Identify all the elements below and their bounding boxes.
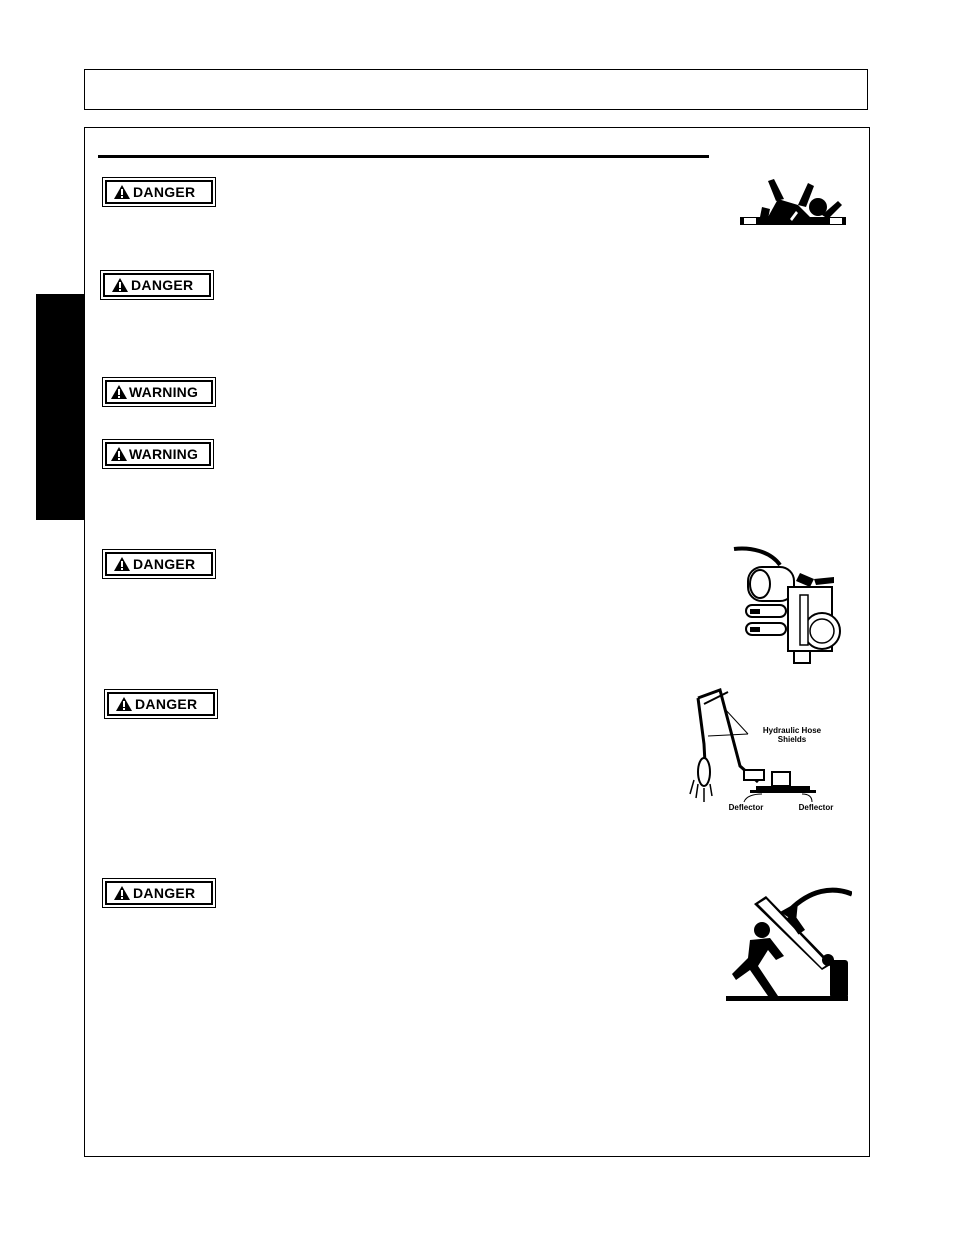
hose-shields-callout-line-1: Hydraulic Hose [762,726,822,735]
alert-triangle-icon [110,384,128,400]
danger-label-3 [102,549,216,579]
alert-triangle-icon [113,556,131,572]
warning-label-2 [102,439,214,469]
page-header-box [84,69,868,110]
deflector-right-label: Deflector [798,803,834,812]
label-text: DANGER [131,277,194,293]
alert-triangle-icon [115,696,133,712]
alert-triangle-icon [110,446,128,462]
danger-label-4 [104,689,218,719]
danger-label-1 [102,177,216,207]
label-text: DANGER [133,556,196,572]
section-side-tab[interactable] [36,294,84,520]
section-heading-rule [98,155,709,158]
danger-label-2 [100,270,214,300]
hose-shields-callout [742,726,842,744]
label-text: WARNING [129,384,199,400]
alert-triangle-icon [113,184,131,200]
crush-hazard-icon [724,884,852,1004]
alert-triangle-icon [113,885,131,901]
warning-label-1 [102,377,216,407]
danger-label-5 [102,878,216,908]
label-text: DANGER [133,184,196,200]
hose-shields-illustration [684,684,840,816]
boom-mower-drawing [684,684,840,816]
label-text: WARNING [129,446,199,462]
deflector-left-label: Deflector [728,803,764,812]
entanglement-hazard-icon [738,177,850,239]
alert-triangle-icon [111,277,129,293]
label-text: DANGER [135,696,198,712]
hose-shields-callout-line-2: Shields [777,735,807,744]
label-text: DANGER [133,885,196,901]
hydraulic-motor-illustration [730,543,844,667]
